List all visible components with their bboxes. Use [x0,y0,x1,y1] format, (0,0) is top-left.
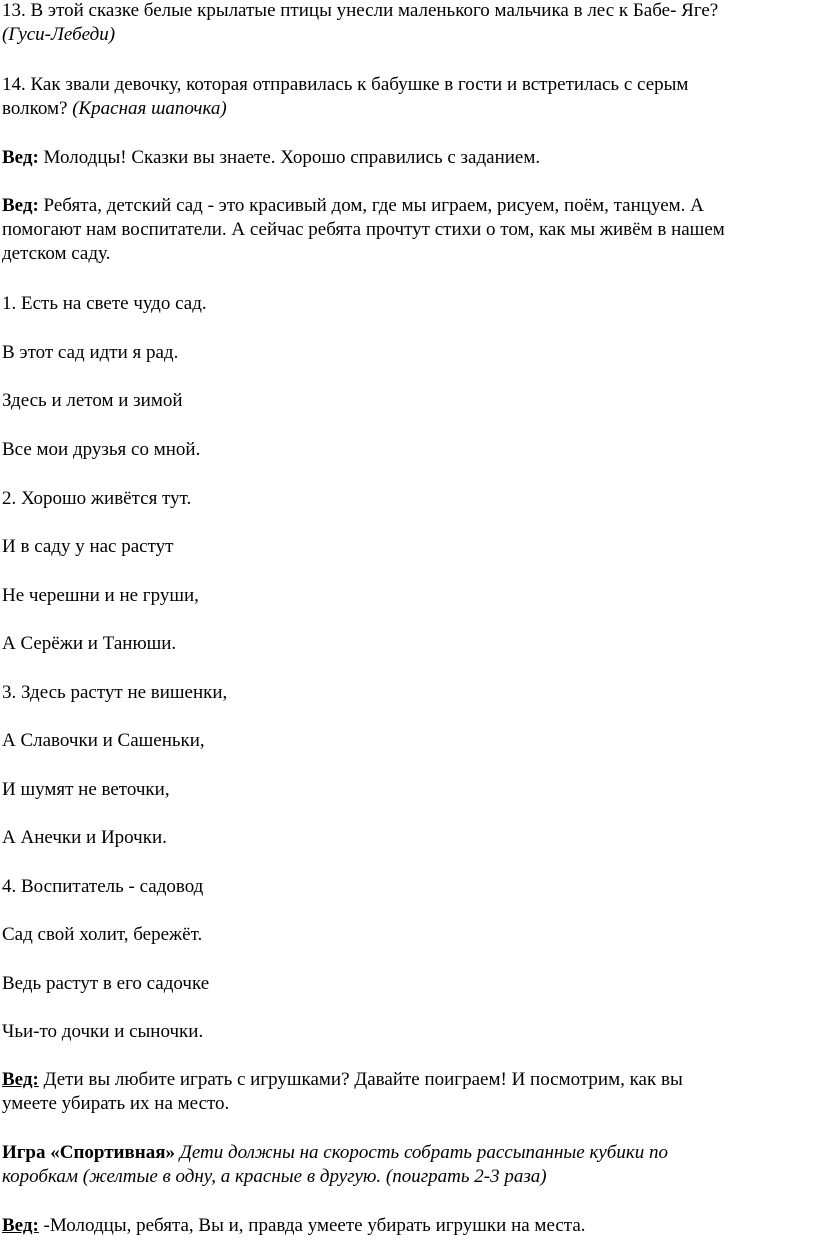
poem-line: Все мои друзья со мной. [2,439,201,460]
host-remark-4-text: -Молодцы, ребята, Вы и, правда умеете убирать игрушки на места. [38,1215,586,1236]
host-remark-3-line1: Дети вы любите играть с игрушками? Давайте поиграем! И посмотрим, как вы [38,1069,683,1090]
host-remark-2-line2: помогают нам воспитатели. А сейчас ребята прочтут стихи о том, как мы живём в нашем [2,219,725,240]
host-remark-4 [2,1214,798,1238]
speaker-label: Вед: [2,1215,39,1236]
question-13-answer: (Гуси-Лебеди) [2,24,116,45]
poem-line: Не черешни и не груши, [2,585,199,606]
poem-line: 3. Здесь растут не вишенки, [2,682,228,703]
host-remark-3-line2: умеете убирать их на место. [2,1093,230,1114]
poem-line: А Славочки и Сашеньки, [2,730,205,751]
game-title: Игра «Спортивная» [2,1142,175,1163]
host-remark-2 [2,194,798,266]
host-remark-1-text: Молодцы! Сказки вы знаете. Хорошо справились с заданием. [38,147,541,168]
question-14-text-line1: 14. Как звали девочку, которая отправилась к бабушке в гости и встретилась с серым [2,74,689,95]
game-description [2,1141,798,1189]
poem-line: А Анечки и Ирочки. [2,827,167,848]
question-14-text-line2 [2,97,798,121]
poem-line: В этот сад идти я рад. [2,342,179,363]
host-remark-2-line3: детском саду. [2,243,111,264]
poem-line: А Серёжи и Танюши. [2,633,177,654]
poem-line: 4. Воспитатель - садовод [2,876,204,897]
game-instructions-line1: Дети должны на скорость собрать рассыпанные кубики по [174,1142,668,1163]
speaker-label: Вед: [2,1069,39,1090]
question-14-text-line2-part: волком? [2,98,73,119]
speaker-label: Вед: [2,195,39,216]
question-13 [2,0,798,47]
host-remark-2-line1: Ребята, детский сад - это красивый дом, где мы играем, рисуем, поём, танцуем. А [38,195,704,216]
poem-line: И в саду у нас растут [2,536,174,557]
question-14-answer: (Красная шапочка) [72,98,227,119]
poem-line: Чьи-то дочки и сыночки. [2,1021,204,1042]
host-remark-3 [2,1068,798,1116]
poem-line: 1. Есть на свете чудо сад. [2,293,207,314]
poem-line: И шумят не веточки, [2,779,170,800]
speaker-label: Вед: [2,147,39,168]
poem-line: 2. Хорошо живётся тут. [2,488,192,509]
poem-line: Здесь и летом и зимой [2,390,183,411]
question-14 [2,73,798,121]
game-instructions-line2: коробкам (желтые в одну, а красные в другую. (поиграть 2-3 раза) [2,1166,547,1187]
poem-line: Ведь растут в его садочке [2,973,210,994]
question-13-text: 13. В этой сказке белые крылатые птицы унесли маленького мальчика в лес к Бабе- Яге? [2,0,719,21]
host-remark-1 [2,146,798,170]
poem-line: Сад свой холит, бережёт. [2,924,203,945]
